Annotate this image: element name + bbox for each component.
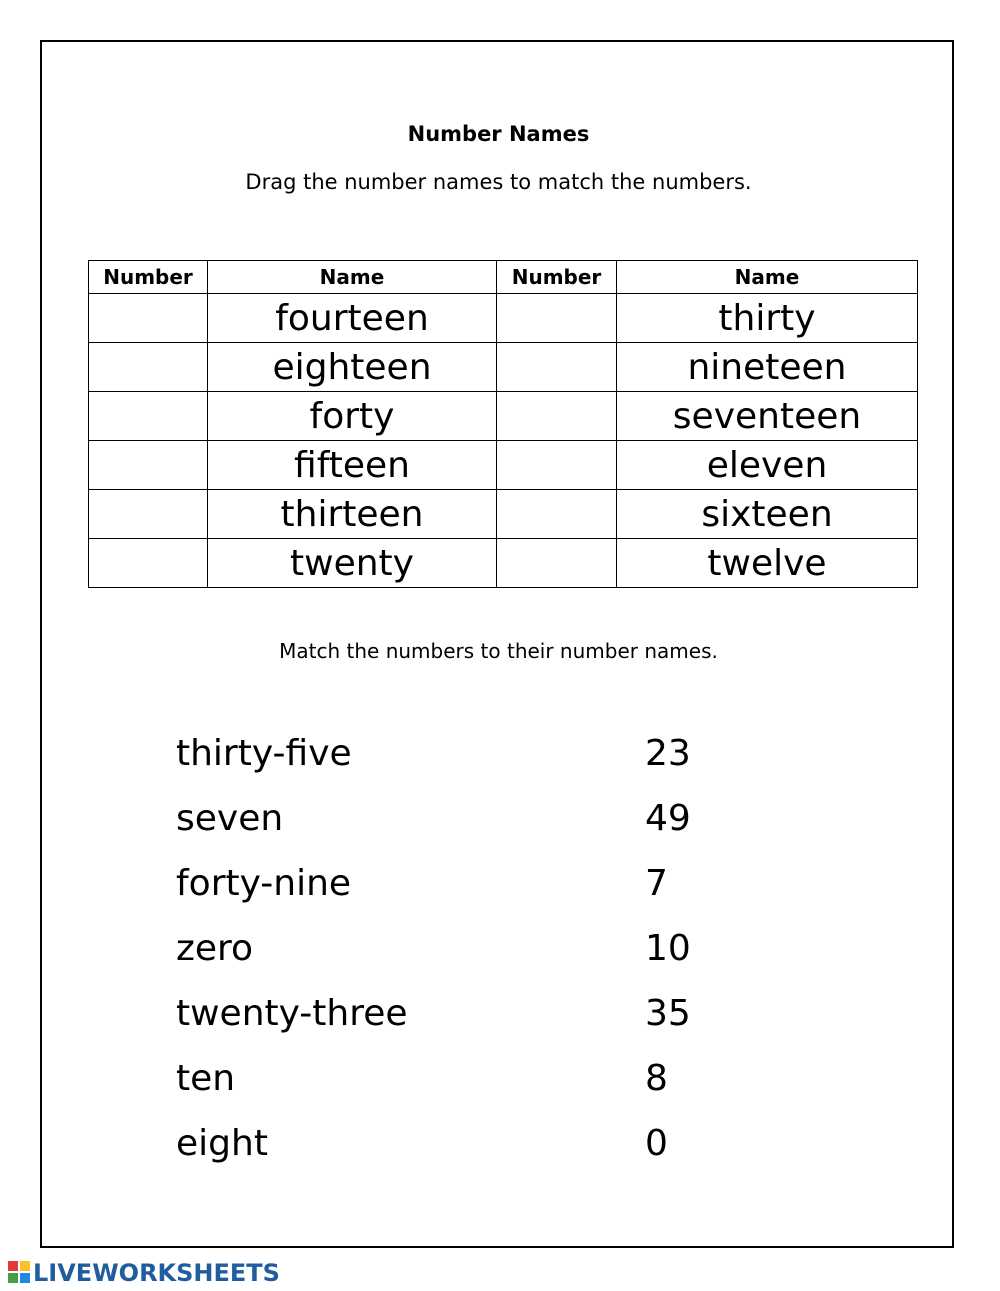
liveworksheets-logo-icon bbox=[8, 1261, 30, 1285]
number-name-cell: thirteen bbox=[208, 490, 497, 539]
number-name-cell: seventeen bbox=[617, 392, 918, 441]
table-row bbox=[89, 294, 918, 343]
table-row bbox=[89, 539, 918, 588]
logo-square-blue bbox=[20, 1273, 30, 1283]
match-list bbox=[0, 725, 1000, 1180]
table-row bbox=[89, 490, 918, 539]
match-row bbox=[0, 855, 1000, 920]
number-name-cell: forty bbox=[208, 392, 497, 441]
number-drop-slot[interactable] bbox=[497, 490, 617, 539]
number-name-cell: eleven bbox=[617, 441, 918, 490]
match-number[interactable]: 0 bbox=[645, 1123, 668, 1164]
number-drop-slot[interactable] bbox=[89, 343, 208, 392]
match-row bbox=[0, 725, 1000, 790]
number-drop-slot[interactable] bbox=[89, 490, 208, 539]
match-word[interactable]: thirty-five bbox=[176, 733, 352, 774]
number-drop-slot[interactable] bbox=[89, 539, 208, 588]
number-drop-slot[interactable] bbox=[497, 343, 617, 392]
number-name-cell: eighteen bbox=[208, 343, 497, 392]
match-number[interactable]: 23 bbox=[645, 733, 691, 774]
match-row bbox=[0, 1115, 1000, 1180]
match-number[interactable]: 49 bbox=[645, 798, 691, 839]
match-word[interactable]: seven bbox=[176, 798, 284, 839]
number-drop-slot[interactable] bbox=[497, 441, 617, 490]
brand-name: LIVEWORKSHEETS bbox=[33, 1259, 280, 1287]
header-number-left: Number bbox=[89, 261, 208, 294]
number-drop-slot[interactable] bbox=[497, 539, 617, 588]
table-row bbox=[89, 392, 918, 441]
table-header-row bbox=[89, 261, 918, 294]
match-number[interactable]: 8 bbox=[645, 1058, 668, 1099]
table-row bbox=[89, 343, 918, 392]
number-drop-slot[interactable] bbox=[89, 441, 208, 490]
worksheet-title: Number Names bbox=[407, 122, 590, 146]
table-row bbox=[89, 441, 918, 490]
match-word[interactable]: ten bbox=[176, 1058, 236, 1099]
number-name-cell: fourteen bbox=[208, 294, 497, 343]
match-number[interactable]: 10 bbox=[645, 928, 691, 969]
match-row bbox=[0, 1050, 1000, 1115]
logo-square-yellow bbox=[20, 1261, 30, 1271]
header-name-left: Name bbox=[208, 261, 497, 294]
match-word[interactable]: zero bbox=[176, 928, 254, 969]
number-drop-slot[interactable] bbox=[497, 392, 617, 441]
liveworksheets-brand bbox=[8, 1258, 280, 1288]
match-number[interactable]: 7 bbox=[645, 863, 668, 904]
number-names-table bbox=[88, 260, 918, 588]
number-drop-slot[interactable] bbox=[89, 294, 208, 343]
number-name-cell: nineteen bbox=[617, 343, 918, 392]
number-drop-slot[interactable] bbox=[89, 392, 208, 441]
match-word[interactable]: twenty-three bbox=[176, 993, 408, 1034]
header-number-right: Number bbox=[497, 261, 617, 294]
worksheet-instruction: Drag the number names to match the numbers. bbox=[245, 170, 752, 194]
match-word[interactable]: eight bbox=[176, 1123, 268, 1164]
match-row bbox=[0, 985, 1000, 1050]
logo-square-green bbox=[8, 1273, 18, 1283]
number-name-cell: twenty bbox=[208, 539, 497, 588]
match-word[interactable]: forty-nine bbox=[176, 863, 352, 904]
match-instruction: Match the numbers to their number names. bbox=[279, 639, 718, 663]
number-name-cell: sixteen bbox=[617, 490, 918, 539]
match-number[interactable]: 35 bbox=[645, 993, 691, 1034]
number-name-cell: thirty bbox=[617, 294, 918, 343]
number-drop-slot[interactable] bbox=[497, 294, 617, 343]
number-name-cell: fifteen bbox=[208, 441, 497, 490]
logo-square-red bbox=[8, 1261, 18, 1271]
match-row bbox=[0, 920, 1000, 985]
number-name-cell: twelve bbox=[617, 539, 918, 588]
header-name-right: Name bbox=[617, 261, 918, 294]
match-row bbox=[0, 790, 1000, 855]
